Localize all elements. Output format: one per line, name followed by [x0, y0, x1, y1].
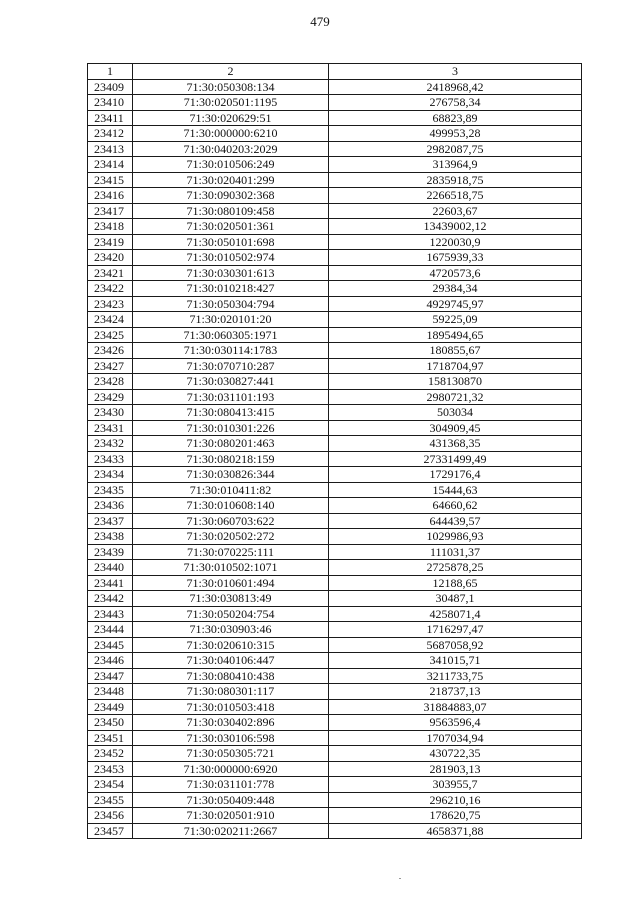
- cadastral-value: 313964,9: [329, 157, 582, 173]
- table-row: [88, 250, 582, 266]
- table-row: [88, 110, 582, 126]
- cadastral-value: 2418968,42: [329, 79, 582, 95]
- table-row: [88, 126, 582, 142]
- cadastral-value: 303955,7: [329, 777, 582, 793]
- cadastral-number: 71:30:030826:344: [133, 467, 329, 483]
- cadastral-value: 1675939,33: [329, 250, 582, 266]
- row-number: 23440: [88, 560, 133, 576]
- row-number: 23409: [88, 79, 133, 95]
- cadastral-value: 296210,16: [329, 792, 582, 808]
- table-row: [88, 777, 582, 793]
- cadastral-value: 13439002,12: [329, 219, 582, 235]
- table-row: [88, 141, 582, 157]
- table-row: [88, 389, 582, 405]
- table-row: [88, 498, 582, 514]
- table-row: [88, 281, 582, 297]
- table-row: [88, 296, 582, 312]
- cadastral-value: 1895494,65: [329, 327, 582, 343]
- table-row: [88, 513, 582, 529]
- row-number: 23416: [88, 188, 133, 204]
- row-number: 23443: [88, 606, 133, 622]
- cadastral-value: 12188,65: [329, 575, 582, 591]
- cadastral-value: 30487,1: [329, 591, 582, 607]
- cadastral-value: 4258071,4: [329, 606, 582, 622]
- row-number: 23417: [88, 203, 133, 219]
- table-row: [88, 358, 582, 374]
- cadastral-number: 71:30:030301:613: [133, 265, 329, 281]
- table-row: [88, 668, 582, 684]
- row-number: 23451: [88, 730, 133, 746]
- row-number: 23454: [88, 777, 133, 793]
- cadastral-number: 71:30:020101:20: [133, 312, 329, 328]
- cadastral-value: 1220030,9: [329, 234, 582, 250]
- cadastral-number: 71:30:020501:910: [133, 808, 329, 824]
- cadastral-value: 1729176,4: [329, 467, 582, 483]
- cadastral-value: 64660,62: [329, 498, 582, 514]
- row-number: 23449: [88, 699, 133, 715]
- cadastral-number: 71:30:080201:463: [133, 436, 329, 452]
- cadastral-number: 71:30:010301:226: [133, 420, 329, 436]
- row-number: 23419: [88, 234, 133, 250]
- cadastral-number: 71:30:030903:46: [133, 622, 329, 638]
- row-number: 23456: [88, 808, 133, 824]
- table-row: [88, 343, 582, 359]
- table-row: [88, 482, 582, 498]
- cadastral-value: 1716297,47: [329, 622, 582, 638]
- table-row: [88, 529, 582, 545]
- column-header-cadastral-value: 3: [329, 64, 582, 80]
- row-number: 23455: [88, 792, 133, 808]
- cadastral-value: 158130870: [329, 374, 582, 390]
- cadastral-number: 71:30:020610:315: [133, 637, 329, 653]
- cadastral-value: 22603,67: [329, 203, 582, 219]
- cadastral-value: 499953,28: [329, 126, 582, 142]
- cadastral-value: 2982087,75: [329, 141, 582, 157]
- cadastral-number: 71:30:010502:974: [133, 250, 329, 266]
- cadastral-number: 71:30:050305:721: [133, 746, 329, 762]
- row-number: 23450: [88, 715, 133, 731]
- cadastral-value: 4720573,6: [329, 265, 582, 281]
- row-number: 23446: [88, 653, 133, 669]
- row-number: 23430: [88, 405, 133, 421]
- row-number: 23428: [88, 374, 133, 390]
- cadastral-number: 71:30:080410:438: [133, 668, 329, 684]
- row-number: 23431: [88, 420, 133, 436]
- cadastral-value: 431368,35: [329, 436, 582, 452]
- cadastral-number: 71:30:010218:427: [133, 281, 329, 297]
- table-row: [88, 327, 582, 343]
- cadastral-number: 71:30:050204:754: [133, 606, 329, 622]
- row-number: 23433: [88, 451, 133, 467]
- table-row: [88, 234, 582, 250]
- cadastral-value: 276758,34: [329, 95, 582, 111]
- cadastral-number: 71:30:070225:111: [133, 544, 329, 560]
- cadastral-number: 71:30:050304:794: [133, 296, 329, 312]
- cadastral-value: 2835918,75: [329, 172, 582, 188]
- cadastral-value: 9563596,4: [329, 715, 582, 731]
- row-number: 23448: [88, 684, 133, 700]
- cadastral-number: 71:30:060305:1971: [133, 327, 329, 343]
- cadastral-value-table: [87, 63, 582, 839]
- cadastral-value: 341015,71: [329, 653, 582, 669]
- table-row: [88, 188, 582, 204]
- table-row: [88, 467, 582, 483]
- row-number: 23415: [88, 172, 133, 188]
- cadastral-number: 71:30:010502:1071: [133, 560, 329, 576]
- row-number: 23411: [88, 110, 133, 126]
- cadastral-value: 1718704,97: [329, 358, 582, 374]
- cadastral-number: 71:30:020502:272: [133, 529, 329, 545]
- cadastral-number: 71:30:030813:49: [133, 591, 329, 607]
- row-number: 23453: [88, 761, 133, 777]
- table-row: [88, 746, 582, 762]
- table-row: [88, 575, 582, 591]
- cadastral-number: 71:30:000000:6210: [133, 126, 329, 142]
- row-number: 23421: [88, 265, 133, 281]
- cadastral-number: 71:30:080413:415: [133, 405, 329, 421]
- cadastral-number: 71:30:080109:458: [133, 203, 329, 219]
- row-number: 23420: [88, 250, 133, 266]
- cadastral-value: 15444,63: [329, 482, 582, 498]
- row-number: 23452: [88, 746, 133, 762]
- row-number: 23414: [88, 157, 133, 173]
- row-number: 23457: [88, 823, 133, 839]
- cadastral-number: 71:30:030827:441: [133, 374, 329, 390]
- row-number: 23432: [88, 436, 133, 452]
- cadastral-value: 2266518,75: [329, 188, 582, 204]
- cadastral-value: 1707034,94: [329, 730, 582, 746]
- cadastral-number: 71:30:020501:361: [133, 219, 329, 235]
- cadastral-value: 1029986,93: [329, 529, 582, 545]
- cadastral-number: 71:30:020211:2667: [133, 823, 329, 839]
- table-row: [88, 79, 582, 95]
- row-number: 23410: [88, 95, 133, 111]
- cadastral-number: 71:30:020401:299: [133, 172, 329, 188]
- cadastral-value: 5687058,92: [329, 637, 582, 653]
- row-number: 23412: [88, 126, 133, 142]
- row-number: 23442: [88, 591, 133, 607]
- table-row: [88, 715, 582, 731]
- cadastral-number: 71:30:010506:249: [133, 157, 329, 173]
- cadastral-value: 503034: [329, 405, 582, 421]
- cadastral-value: 111031,37: [329, 544, 582, 560]
- table-row: [88, 606, 582, 622]
- row-number: 23429: [88, 389, 133, 405]
- cadastral-number: 71:30:030402:896: [133, 715, 329, 731]
- table-row: [88, 420, 582, 436]
- cadastral-number: 71:30:031101:778: [133, 777, 329, 793]
- table-row: [88, 219, 582, 235]
- table-row: [88, 95, 582, 111]
- cadastral-number: 71:30:010411:82: [133, 482, 329, 498]
- table-row: [88, 374, 582, 390]
- row-number: 23425: [88, 327, 133, 343]
- row-number: 23438: [88, 529, 133, 545]
- table-row: [88, 684, 582, 700]
- row-number: 23422: [88, 281, 133, 297]
- cadastral-number: 71:30:010608:140: [133, 498, 329, 514]
- cadastral-number: 71:30:070710:287: [133, 358, 329, 374]
- cadastral-value: 430722,35: [329, 746, 582, 762]
- table-row: [88, 591, 582, 607]
- cadastral-value: 29384,34: [329, 281, 582, 297]
- table-row: [88, 544, 582, 560]
- cadastral-value: 59225,09: [329, 312, 582, 328]
- column-header-cadastral-number: 2: [133, 64, 329, 80]
- table-row: [88, 451, 582, 467]
- column-header-number: 1: [88, 64, 133, 80]
- table-row: [88, 265, 582, 281]
- table-row: [88, 792, 582, 808]
- row-number: 23426: [88, 343, 133, 359]
- cadastral-number: 71:30:020501:1195: [133, 95, 329, 111]
- cadastral-value: 2980721,32: [329, 389, 582, 405]
- table-row: [88, 699, 582, 715]
- row-number: 23437: [88, 513, 133, 529]
- cadastral-value: 31884883,07: [329, 699, 582, 715]
- row-number: 23441: [88, 575, 133, 591]
- cadastral-number: 71:30:080301:117: [133, 684, 329, 700]
- cadastral-value: 2725878,25: [329, 560, 582, 576]
- cadastral-number: 71:30:030106:598: [133, 730, 329, 746]
- table-row: [88, 622, 582, 638]
- cadastral-value: 180855,67: [329, 343, 582, 359]
- row-number: 23447: [88, 668, 133, 684]
- table-row: [88, 637, 582, 653]
- cadastral-number: 71:30:050409:448: [133, 792, 329, 808]
- cadastral-number: 71:30:031101:193: [133, 389, 329, 405]
- table-row: [88, 157, 582, 173]
- table-header-row: [88, 64, 582, 80]
- cadastral-value: 27331499,49: [329, 451, 582, 467]
- cadastral-value: 644439,57: [329, 513, 582, 529]
- cadastral-number: 71:30:000000:6920: [133, 761, 329, 777]
- table-body: [88, 79, 582, 839]
- cadastral-number: 71:30:030114:1783: [133, 343, 329, 359]
- page-number: 479: [310, 14, 330, 29]
- table-row: [88, 823, 582, 839]
- cadastral-number: 71:30:010503:418: [133, 699, 329, 715]
- cadastral-number: 71:30:090302:368: [133, 188, 329, 204]
- row-number: 23413: [88, 141, 133, 157]
- table-row: [88, 203, 582, 219]
- cadastral-value: 178620,75: [329, 808, 582, 824]
- cadastral-value: 281903,13: [329, 761, 582, 777]
- row-number: 23436: [88, 498, 133, 514]
- cadastral-number: 71:30:040203:2029: [133, 141, 329, 157]
- table-row: [88, 405, 582, 421]
- row-number: 23439: [88, 544, 133, 560]
- cadastral-value: 68823,89: [329, 110, 582, 126]
- table-row: [88, 312, 582, 328]
- row-number: 23418: [88, 219, 133, 235]
- table-row: [88, 730, 582, 746]
- row-number: 23423: [88, 296, 133, 312]
- cadastral-value: 4929745,97: [329, 296, 582, 312]
- cadastral-number: 71:30:040106:447: [133, 653, 329, 669]
- row-number: 23435: [88, 482, 133, 498]
- row-number: 23444: [88, 622, 133, 638]
- table-row: [88, 808, 582, 824]
- row-number: 23434: [88, 467, 133, 483]
- cadastral-number: 71:30:050101:698: [133, 234, 329, 250]
- scan-artifact: [399, 878, 401, 879]
- cadastral-value: 4658371,88: [329, 823, 582, 839]
- cadastral-number: 71:30:050308:134: [133, 79, 329, 95]
- cadastral-number: 71:30:020629:51: [133, 110, 329, 126]
- cadastral-number: 71:30:010601:494: [133, 575, 329, 591]
- cadastral-value: 3211733,75: [329, 668, 582, 684]
- table-row: [88, 653, 582, 669]
- cadastral-value: 304909,45: [329, 420, 582, 436]
- cadastral-number: 71:30:060703:622: [133, 513, 329, 529]
- cadastral-number: 71:30:080218:159: [133, 451, 329, 467]
- table-row: [88, 172, 582, 188]
- table-row: [88, 761, 582, 777]
- row-number: 23427: [88, 358, 133, 374]
- table-row: [88, 436, 582, 452]
- table-row: [88, 560, 582, 576]
- cadastral-value: 218737,13: [329, 684, 582, 700]
- row-number: 23445: [88, 637, 133, 653]
- row-number: 23424: [88, 312, 133, 328]
